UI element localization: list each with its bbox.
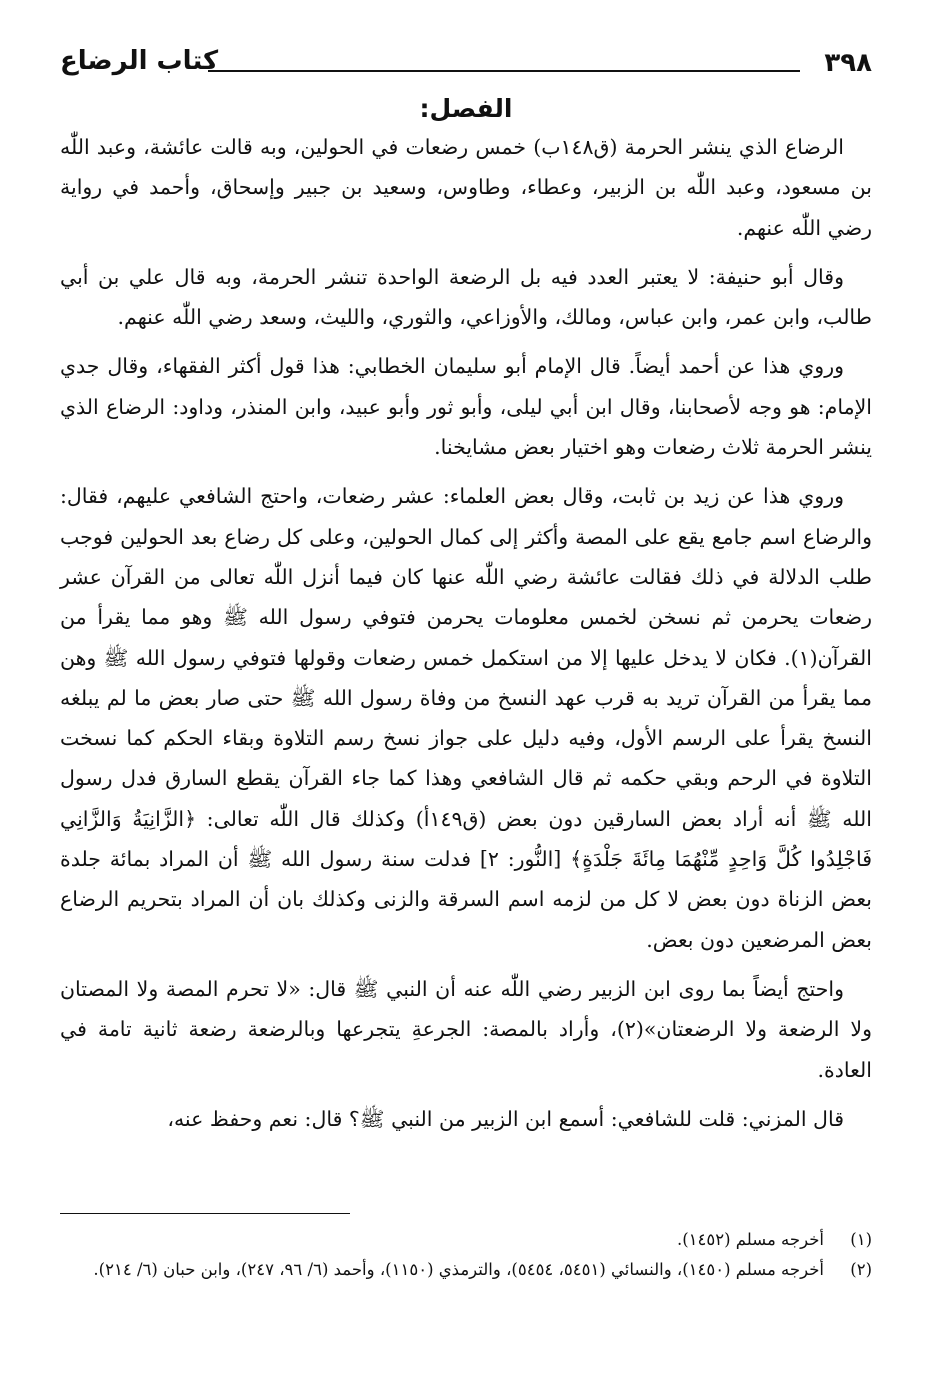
footnote bbox=[60, 1255, 872, 1285]
footnote-text: أخرجه مسلم (١٤٥٢). bbox=[676, 1230, 824, 1249]
section-title: الفصل: bbox=[419, 94, 513, 123]
book-page bbox=[60, 40, 872, 1340]
header-rule bbox=[208, 70, 800, 72]
footnote-number: (١) bbox=[850, 1230, 872, 1249]
main-text bbox=[60, 127, 872, 1139]
footnote-rule bbox=[60, 1213, 350, 1214]
paragraph: وروي هذا عن زيد بن ثابت، وقال بعض العلماء: عشر رضعات، واحتج الشافعي عليهم، فقال: والرضاع اسم جامع يقع على المصة وأكثر إلى كمال الحولين، وعلى كل رضاع بعد الحولين فوجب طلب الدلالة في ذلك فقالت عائشة رضي اللّٰه عنها كان فيما أنزل اللّٰه تعالى من القرآن عشر رضعات يحرمن ثم نسخن لخمس معلومات يحرمن فتوفي رسول الله ﷺ وهو مما يقرأ من القرآن(١). فكان لا يدخل عليها إلا من استكمل خمس رضعات وقولها فتوفي رسول الله ﷺ وهن مما يقرأ من القرآن تريد به قرب عهد النسخ من وفاة رسول الله ﷺ حتى صار بعض ما لم يبلغه النسخ يقرأ على الرسم الأول، وفيه دليل على جواز نسخ رسم التلاوة وبقاء الحكم كما نسخت التلاوة في الرحم وبقي حكمه ثم قال الشافعي وهذا كما جاء القرآن يقطع السارق فدل رسول الله ﷺ أنه أراد بعض السارقين دون بعض (ق١٤٩أ) وكذلك قال اللّٰه تعالى: ﴿الزَّانِيَةُ وَالزَّانِي فَاجْلِدُوا كُلَّ وَاحِدٍ مِّنْهُمَا مِائَةَ جَلْدَةٍ﴾ [النُّور: ٢] فدلت سنة رسول الله ﷺ أن المراد بمائة جلدة بعض الزناة دون بعض لا كل من لزمه اسم السرقة والزنى وكذلك بان أن المراد بتحريم الرضاع بعض المرضعين دون بعض. bbox=[60, 484, 873, 952]
paragraph: قال المزني: قلت للشافعي: أسمع ابن الزبير من النبي ﷺ؟ قال: نعم وحفظ عنه، bbox=[167, 1106, 844, 1131]
footnote-text: أخرجه مسلم (١٤٥٠)، والنسائي (٥٤٥١، ٥٤٥٤)، والترمذي (١١٥٠)، وأحمد (٦/ ٩٦، ٢٤٧)، وابن حبان (٦/ ٢١٤). bbox=[93, 1260, 824, 1279]
running-title: كتاب الرضاع bbox=[60, 46, 219, 76]
footnote bbox=[60, 1225, 872, 1255]
page-header bbox=[60, 40, 872, 84]
page-number: ٣٩٨ bbox=[824, 48, 872, 78]
paragraph: وروي هذا عن أحمد أيضاً. قال الإمام أبو سليمان الخطابي: هذا قول أكثر الفقهاء، وقال جدي الإمام: هو وجه لأصحابنا، وقال ابن أبي ليلى، وأبو ثور وأبو عبيد، وابن المنذر، وداود: الرضاع الذي ينشر الحرمة ثلاث رضعات وهو اختيار بعض مشايخنا. bbox=[60, 354, 872, 460]
paragraph: الرضاع الذي ينشر الحرمة (ق١٤٨ب) خمس رضعات في الحولين، وبه قالت عائشة، وعبد اللّٰه بن مسعود، وعبد اللّٰه بن الزبير، وعطاء، وطاوس، وسعيد بن جبير وإسحاق، وأحمد في رواية رضي اللّٰه عنهم. bbox=[60, 135, 872, 240]
footnotes bbox=[60, 1225, 872, 1285]
paragraph: واحتج أيضاً بما روى ابن الزبير رضي اللّٰه عنه أن النبي ﷺ قال: «لا تحرم المصة ولا المصتان ولا الرضعة ولا الرضعتان»(٢)، وأراد بالمصة: الجرعةِ يتجرعها وبالرضعة رضعة ثانية تامة في العادة. bbox=[60, 976, 872, 1082]
paragraph: وقال أبو حنيفة: لا يعتبر العدد فيه بل الرضعة الواحدة تنشر الحرمة، وبه قال علي بن أبي طالب، وابن عمر، وابن عباس، ومالك، والأوزاعي، والثوري، والليث، وسعد رضي اللّٰه عنهم. bbox=[60, 264, 872, 330]
footnote-number: (٢) bbox=[850, 1260, 872, 1279]
